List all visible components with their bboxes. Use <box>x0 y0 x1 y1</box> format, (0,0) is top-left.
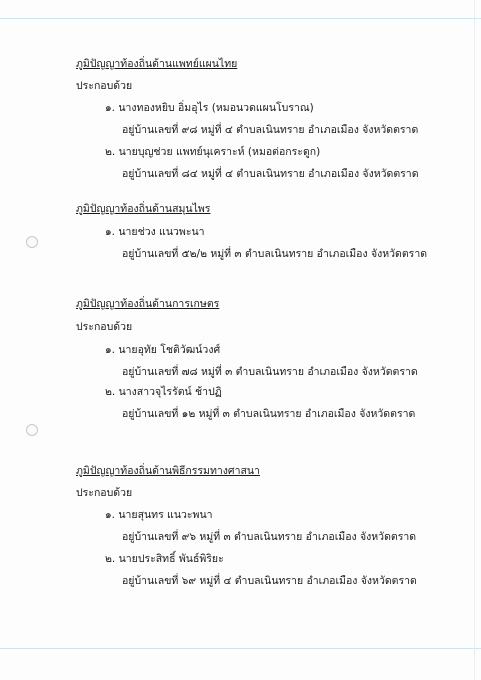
section-heading: ภูมิปัญญาท้องถิ่นด้านแพทย์แผนไทย <box>76 58 238 70</box>
list-item-name: ๑. นายอุทัย โชติวัฒน์วงศ์ <box>105 344 221 356</box>
list-item-address: อยู่บ้านเลขที่ ๙๘ หมู่ที่ ๔ ตำบลเนินทราย อำเภอเมือง จังหวัดตราด <box>122 124 419 136</box>
list-item-address: อยู่บ้านเลขที่ ๖๙ หมู่ที่ ๔ ตำบลเนินทราย อำเภอเมือง จังหวัดตราด <box>122 575 417 587</box>
list-item-name: ๑. นางทองหยิบ อิ่มอุไร (หมอนวดแผนโบราณ) <box>105 102 314 114</box>
list-item-name: ๒. นายประสิทธิ์ พันธ์พิริยะ <box>105 553 224 565</box>
list-item-address: อยู่บ้านเลขที่ ๗๘ หมู่ที่ ๓ ตำบลเนินทราย อำเภอเมือง จังหวัดตราด <box>122 366 418 378</box>
list-item-address: อยู่บ้านเลขที่ ๕๒/๒ หมู่ที่ ๓ ตำบลเนินทราย อำเภอเมือง จังหวัดตราด <box>122 248 428 260</box>
list-item-address: อยู่บ้านเลขที่ ๘๔ หมู่ที่ ๔ ตำบลเนินทราย อำเภอเมือง จังหวัดตราด <box>122 168 419 180</box>
list-item-name: ๑. นายช่วง แนวพะนา <box>105 226 205 238</box>
section-heading: ภูมิปัญญาท้องถิ่นด้านสมุนไพร <box>76 203 211 215</box>
section-heading: ภูมิปัญญาท้องถิ่นด้านพิธีกรรมทางศาสนา <box>76 465 260 477</box>
section-intro: ประกอบด้วย <box>76 487 133 499</box>
section-heading: ภูมิปัญญาท้องถิ่นด้านการเกษตร <box>76 298 220 310</box>
section-intro: ประกอบด้วย <box>76 80 133 92</box>
list-item-name: ๒. นายบุญช่วย แพทย์นุเคราะห์ (หมอต่อกระดูก) <box>105 146 321 158</box>
page-edge <box>474 0 475 680</box>
punch-hole <box>26 236 38 248</box>
list-item-address: อยู่บ้านเลขที่ ๑๒ หมู่ที่ ๓ ตำบลเนินทราย อำเภอเมือง จังหวัดตราด <box>122 408 416 420</box>
list-item-name: ๒. นางสาวจุไรรัตน์ ช้าปฏิ <box>105 386 222 398</box>
list-item-name: ๑. นายสุนทร แนวะพนา <box>105 509 213 521</box>
section-intro: ประกอบด้วย <box>76 321 133 333</box>
bottom-rule <box>0 648 481 649</box>
list-item-address: อยู่บ้านเลขที่ ๙๖ หมู่ที่ ๓ ตำบลเนินทราย อำเภอเมือง จังหวัดตราด <box>122 531 417 543</box>
top-rule <box>0 18 481 19</box>
punch-hole <box>26 424 38 436</box>
